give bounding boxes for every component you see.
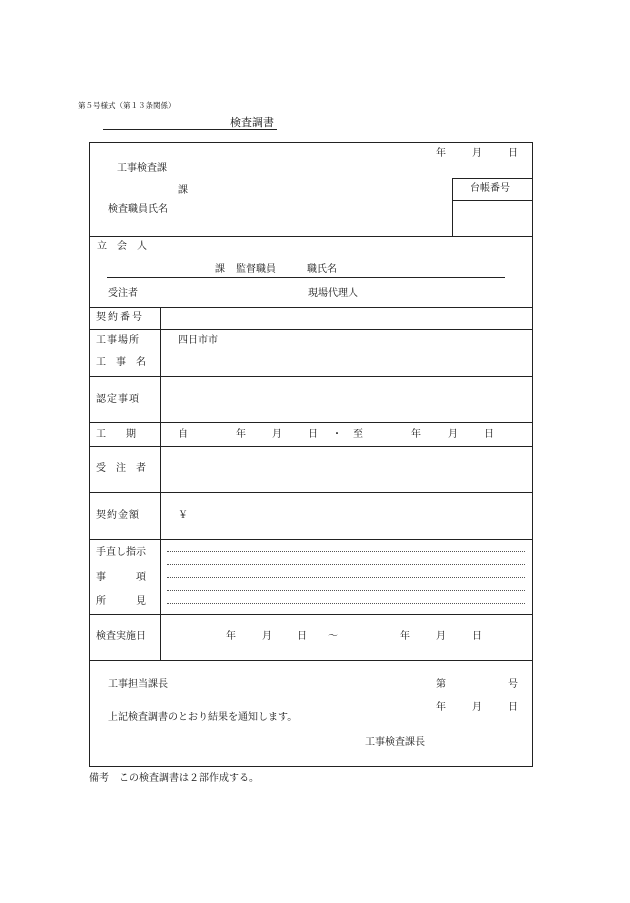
ledger-box-mid — [452, 200, 533, 201]
title-underline — [103, 129, 277, 130]
period-to: 至 — [353, 429, 363, 440]
row-divider — [89, 492, 533, 493]
findings-dotted-line — [167, 590, 525, 591]
row-divider — [89, 446, 533, 447]
period-month-start: 月 — [272, 429, 282, 440]
period-month-end: 月 — [448, 429, 458, 440]
row-divider — [89, 539, 533, 540]
row-divider — [89, 422, 533, 423]
contract-number-label: 契約番号 — [96, 312, 144, 323]
witness-section-suffix: 課 — [215, 264, 225, 275]
form-number: 第５号様式（第１３条関係） — [78, 101, 176, 110]
notice-year: 年 — [436, 702, 446, 713]
witness-line — [107, 277, 505, 278]
period-year-end: 年 — [411, 429, 421, 440]
ledger-label: 台帳番号 — [470, 183, 510, 194]
inspection-year-start: 年 — [226, 631, 236, 642]
inspection-day-start: 日 — [297, 631, 307, 642]
notice-text: 上記検査調書のとおり結果を通知します。 — [108, 712, 298, 723]
supervisor-label: 監督職員 — [236, 264, 276, 275]
chief-label: 工事検査課長 — [365, 737, 425, 748]
date-day: 日 — [508, 148, 518, 159]
label-column-divider — [160, 307, 161, 660]
findings-dotted-line — [167, 603, 525, 604]
row-divider — [89, 660, 533, 661]
date-month: 月 — [472, 148, 482, 159]
dept-name: 工事検査課 — [117, 163, 167, 174]
inspection-month-end: 月 — [436, 631, 446, 642]
contractor-label: 受 注 者 — [96, 463, 146, 474]
number-suffix: 号 — [508, 679, 518, 690]
notice-month: 月 — [472, 702, 482, 713]
inspection-month-start: 月 — [262, 631, 272, 642]
repair-label-1: 手直し指示 — [96, 547, 146, 558]
number-prefix: 第 — [436, 679, 446, 690]
period-from: 自 — [178, 429, 188, 440]
remarks: 備考 この検査調書は２部作成する。 — [89, 773, 259, 784]
row-divider — [89, 614, 533, 615]
ledger-box-top — [452, 178, 533, 179]
notice-day: 日 — [508, 702, 518, 713]
findings-dotted-line — [167, 564, 525, 565]
amount-label: 契約金額 — [96, 510, 140, 521]
work-name-label: 工 事 名 — [96, 357, 146, 368]
section-suffix: 課 — [178, 185, 188, 196]
period-day-start: 日 — [308, 429, 318, 440]
row-divider — [89, 329, 533, 330]
findings-dotted-line — [167, 551, 525, 552]
period-year-start: 年 — [236, 429, 246, 440]
document-title: 検査調書 — [230, 116, 274, 129]
period-day-end: 日 — [484, 429, 494, 440]
inspection-day-end: 日 — [472, 631, 482, 642]
witness-label: 立 会 人 — [97, 241, 147, 252]
period-separator: ・ — [332, 429, 342, 440]
period-label: 工 期 — [96, 429, 136, 440]
amount-currency: ￥ — [178, 510, 188, 521]
ledger-box-left — [452, 178, 453, 237]
repair-label-2: 事 項 — [96, 572, 146, 583]
inspector-label: 検査職員氏名 — [108, 204, 168, 215]
approval-label: 認定事項 — [96, 394, 140, 405]
inspection-date-label: 検査実施日 — [96, 631, 146, 642]
site-agent-label: 現場代理人 — [308, 288, 358, 299]
row-divider — [89, 236, 533, 237]
location-label: 工事場所 — [96, 335, 140, 346]
manager-label: 工事担当課長 — [108, 679, 168, 690]
repair-label-3: 所 見 — [96, 596, 146, 607]
row-divider — [89, 307, 533, 308]
row-divider — [89, 376, 533, 377]
contractor-witness-label: 受注者 — [108, 288, 138, 299]
name-label: 職氏名 — [307, 264, 337, 275]
inspection-year-end: 年 — [400, 631, 410, 642]
findings-dotted-line — [167, 577, 525, 578]
date-year: 年 — [436, 148, 446, 159]
inspection-tilde: ～ — [328, 631, 338, 642]
location-value[interactable]: 四日市市 — [178, 335, 218, 346]
